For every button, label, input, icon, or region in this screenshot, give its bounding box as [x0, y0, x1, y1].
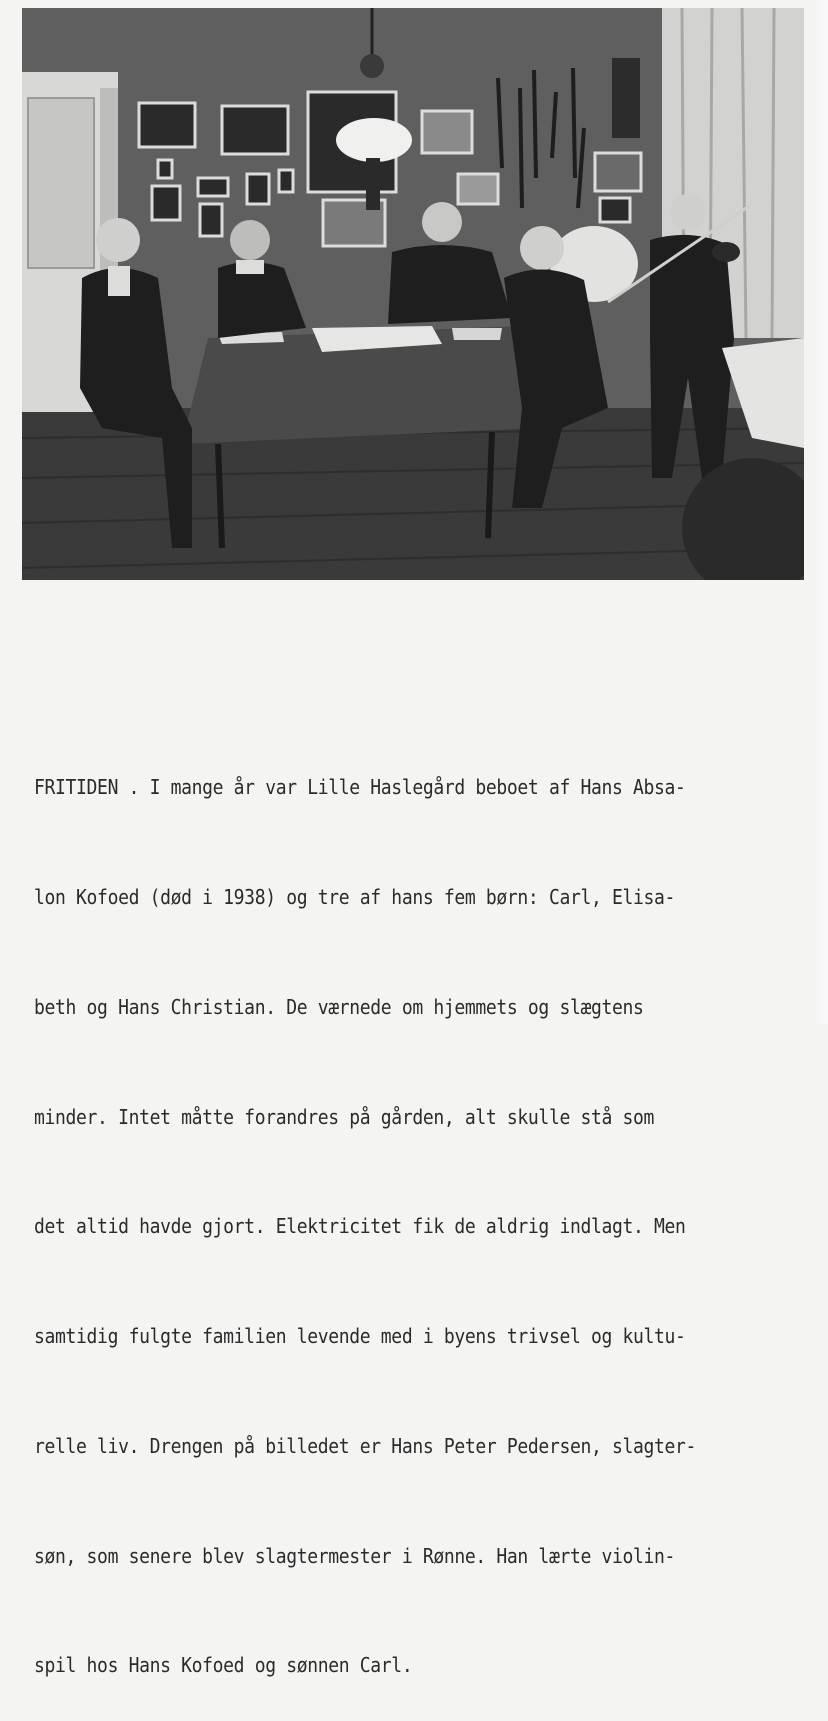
caption-line: relle liv. Drengen på billedet er Hans Peter Pedersen, slagter- [34, 1433, 697, 1458]
oil-lamp [336, 118, 412, 162]
caption-line: minder. Intet måtte forandres på gården, alt skulle stå som [34, 1104, 655, 1129]
wall-bag [612, 58, 640, 138]
page-edge [814, 0, 828, 1024]
family-photograph [22, 8, 804, 580]
caption-line: samtidig fulgte familien levende med i byens trivsel og kultu- [34, 1324, 686, 1349]
caption-text [34, 696, 712, 1721]
caption-line: det altid havde gjort. Elektricitet fik de aldrig indlagt. Men [34, 1214, 686, 1239]
caption-line: spil hos Hans Kofoed og sønnen Carl. [34, 1653, 413, 1678]
caption-line: lon Kofoed (død i 1938) og tre af hans fem børn: Carl, Elisa- [34, 884, 676, 909]
caption-line: beth og Hans Christian. De værnede om hjemmets og slægtens [34, 994, 644, 1019]
caption-line: FRITIDEN . I mange år var Lille Haslegård beboet af Hans Absa- [34, 775, 686, 800]
photograph-illustration [22, 8, 804, 580]
caption-line: søn, som senere blev slagtermester i Rønne. Han lærte violin- [34, 1543, 676, 1568]
